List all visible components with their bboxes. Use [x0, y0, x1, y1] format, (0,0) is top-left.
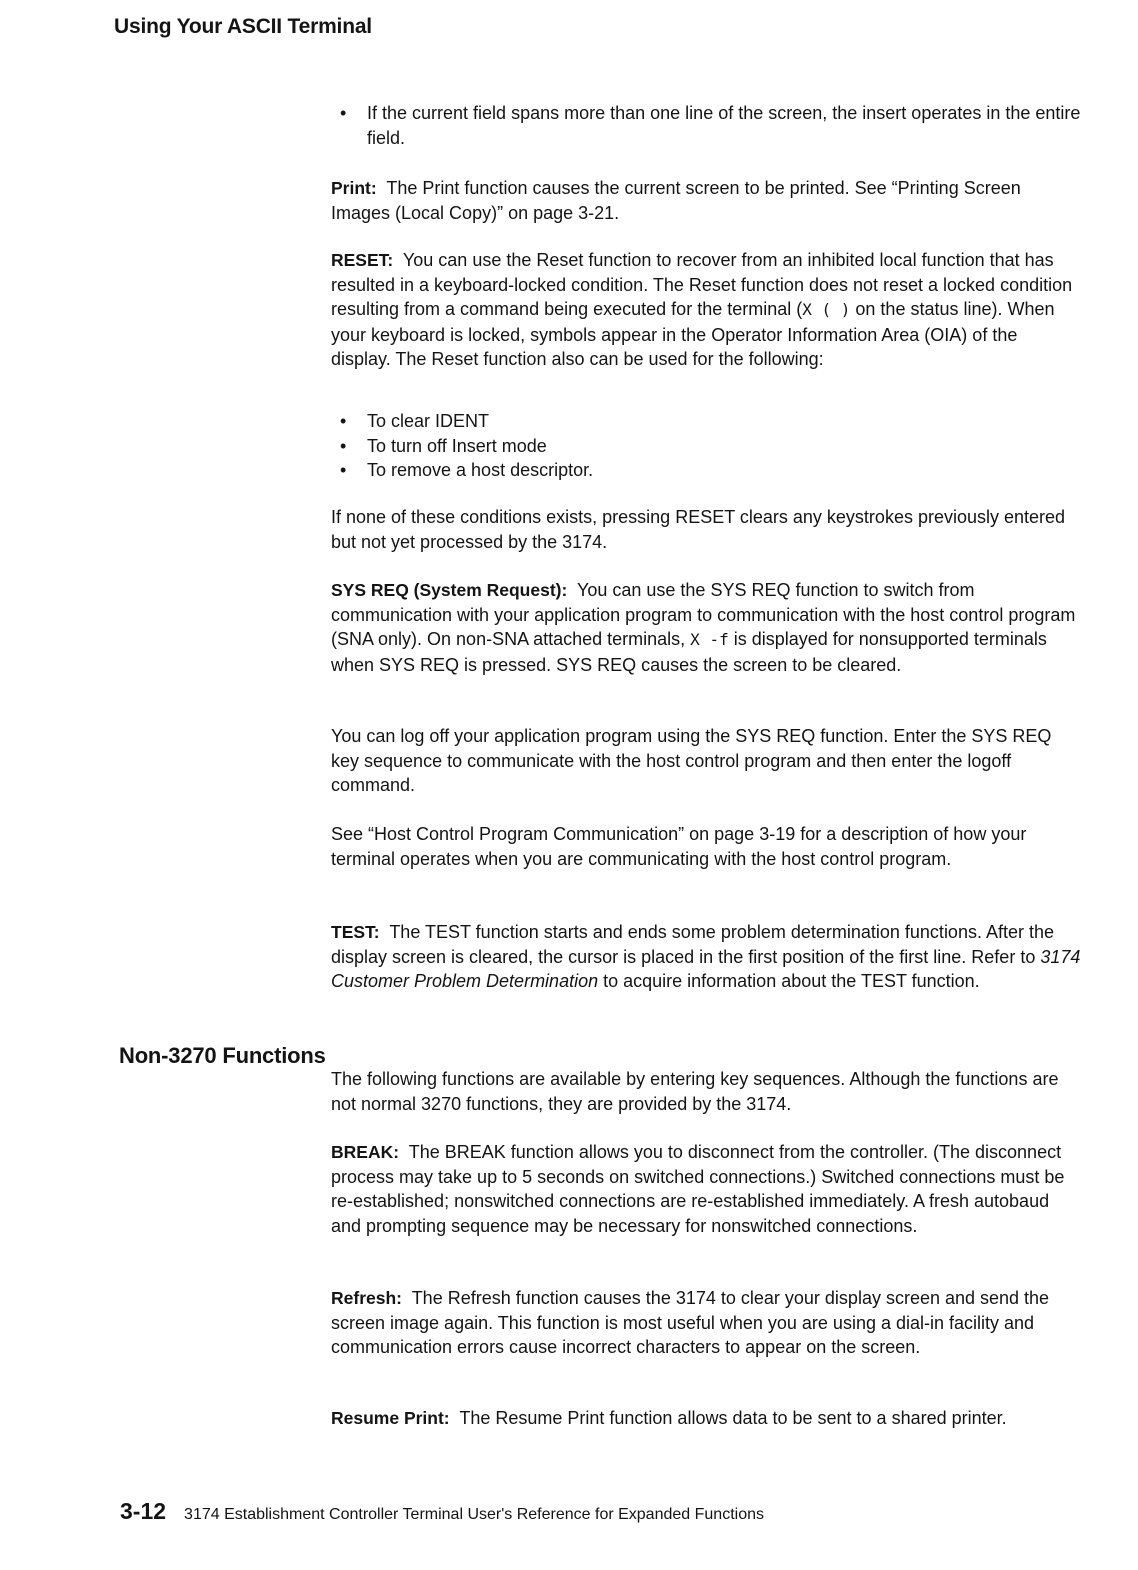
sysreq-paragraph — [331, 578, 1081, 677]
print-paragraph — [331, 176, 1081, 225]
sysreq-term: SYS REQ (System Request): — [331, 580, 568, 600]
break-term: BREAK: — [331, 1142, 400, 1162]
sysreq-body-a: You can use the SYS REQ function to switch from communication with your application program to communication with the host control program (SNA only). On non-SNA attached terminals, — [331, 580, 1076, 650]
break-paragraph — [331, 1140, 1081, 1238]
page-footer — [120, 1498, 764, 1525]
sysreq-see-paragraph — [331, 822, 1081, 871]
reset-bullet-list — [331, 409, 1081, 483]
non3270-intro: The following functions are available by entering key sequences. Although the functions are not normal 3270 functions, they are provided by the 3174. — [331, 1069, 1059, 1114]
reset-after-paragraph — [331, 505, 1081, 554]
break-body: The BREAK function allows you to disconnect from the controller. (The disconnect process may take up to 5 seconds on switched connections.) Switched connections must be re-established; nonswitched connections are re-established immediately. A fresh autobaud and prompting sequence may be necessary for nonswitched connections. — [331, 1142, 1065, 1236]
test-body-a: The TEST function starts and ends some problem determination functions. After the display screen is cleared, the cursor is placed in the first position of the first line. Refer to — [331, 922, 1055, 967]
print-term: Print: — [331, 178, 377, 198]
test-book-title: 3174 Customer Problem Determination — [331, 946, 1081, 992]
refresh-term: Refresh: — [331, 1288, 402, 1308]
resume-print-body: The Resume Print function allows data to be sent to a shared printer. — [459, 1408, 1007, 1428]
refresh-body: The Refresh function causes the 3174 to clear your display screen and send the screen image again. This function is most useful when you are using a dial-in facility and communication errors cause incorrect characters to appear on the screen. — [331, 1288, 1050, 1358]
print-body: The Print function causes the current screen to be printed. See “Printing Screen Images (Local Copy)” on page 3-21. — [331, 178, 1021, 223]
refresh-paragraph — [331, 1286, 1081, 1360]
list-item: • To remove a host descriptor. — [331, 458, 1081, 483]
test-paragraph — [331, 920, 1081, 994]
footer-book-title: 3174 Establishment Controller Terminal User's Reference for Expanded Functions — [184, 1506, 764, 1523]
reset-term: RESET: — [331, 250, 394, 270]
list-item: • If the current field spans more than one line of the screen, the insert operates in the entire field. — [331, 101, 1081, 150]
page-number: 3-12 — [120, 1498, 167, 1524]
resume-print-term: Resume Print: — [331, 1408, 450, 1428]
list-item: • To turn off Insert mode — [331, 434, 1081, 459]
sysreq-para3: See “Host Control Program Communication” on page 3-19 for a description of how your terminal operates when you are communicating with the host control program. — [331, 824, 1027, 869]
reset-body-a: You can use the Reset function to recover from an inhibited local function that has resulted in a keyboard-locked condition. The Reset function does not reset a locked condition resulting from a command being executed for the terminal ( — [331, 250, 1073, 320]
sysreq-body-b: is displayed for nonsupported terminals when SYS REQ is pressed. SYS REQ causes the screen to be cleared. — [331, 629, 1047, 675]
reset-paragraph — [331, 248, 1081, 372]
section-heading-non-3270: Non-3270 Functions — [119, 1043, 326, 1068]
reset-locked-symbol: X ( ) — [802, 300, 851, 320]
test-term: TEST: — [331, 922, 380, 942]
test-body-b: to acquire information about the TEST function. — [598, 971, 980, 992]
resume-print-paragraph — [331, 1406, 1081, 1431]
sysreq-logoff-paragraph — [331, 724, 1081, 798]
running-head: Using Your ASCII Terminal — [114, 15, 372, 38]
sysreq-symbol: X -f — [690, 630, 729, 650]
list-item: • To clear IDENT — [331, 409, 1081, 434]
non3270-intro-paragraph — [331, 1067, 1081, 1116]
reset-after: If none of these conditions exists, pressing RESET clears any keystrokes previously entered but not yet processed by the 3174. — [331, 507, 1066, 552]
insert-bullet-list — [331, 101, 1081, 150]
reset-body-b: on the status line). When your keyboard is locked, symbols appear in the Operator Information Area (OIA) of the display. The Reset function also can be used for the following: — [331, 299, 1055, 370]
sysreq-para2: You can log off your application program using the SYS REQ function. Enter the SYS REQ key sequence to communicate with the host control program and then enter the logoff command. — [331, 726, 1052, 796]
